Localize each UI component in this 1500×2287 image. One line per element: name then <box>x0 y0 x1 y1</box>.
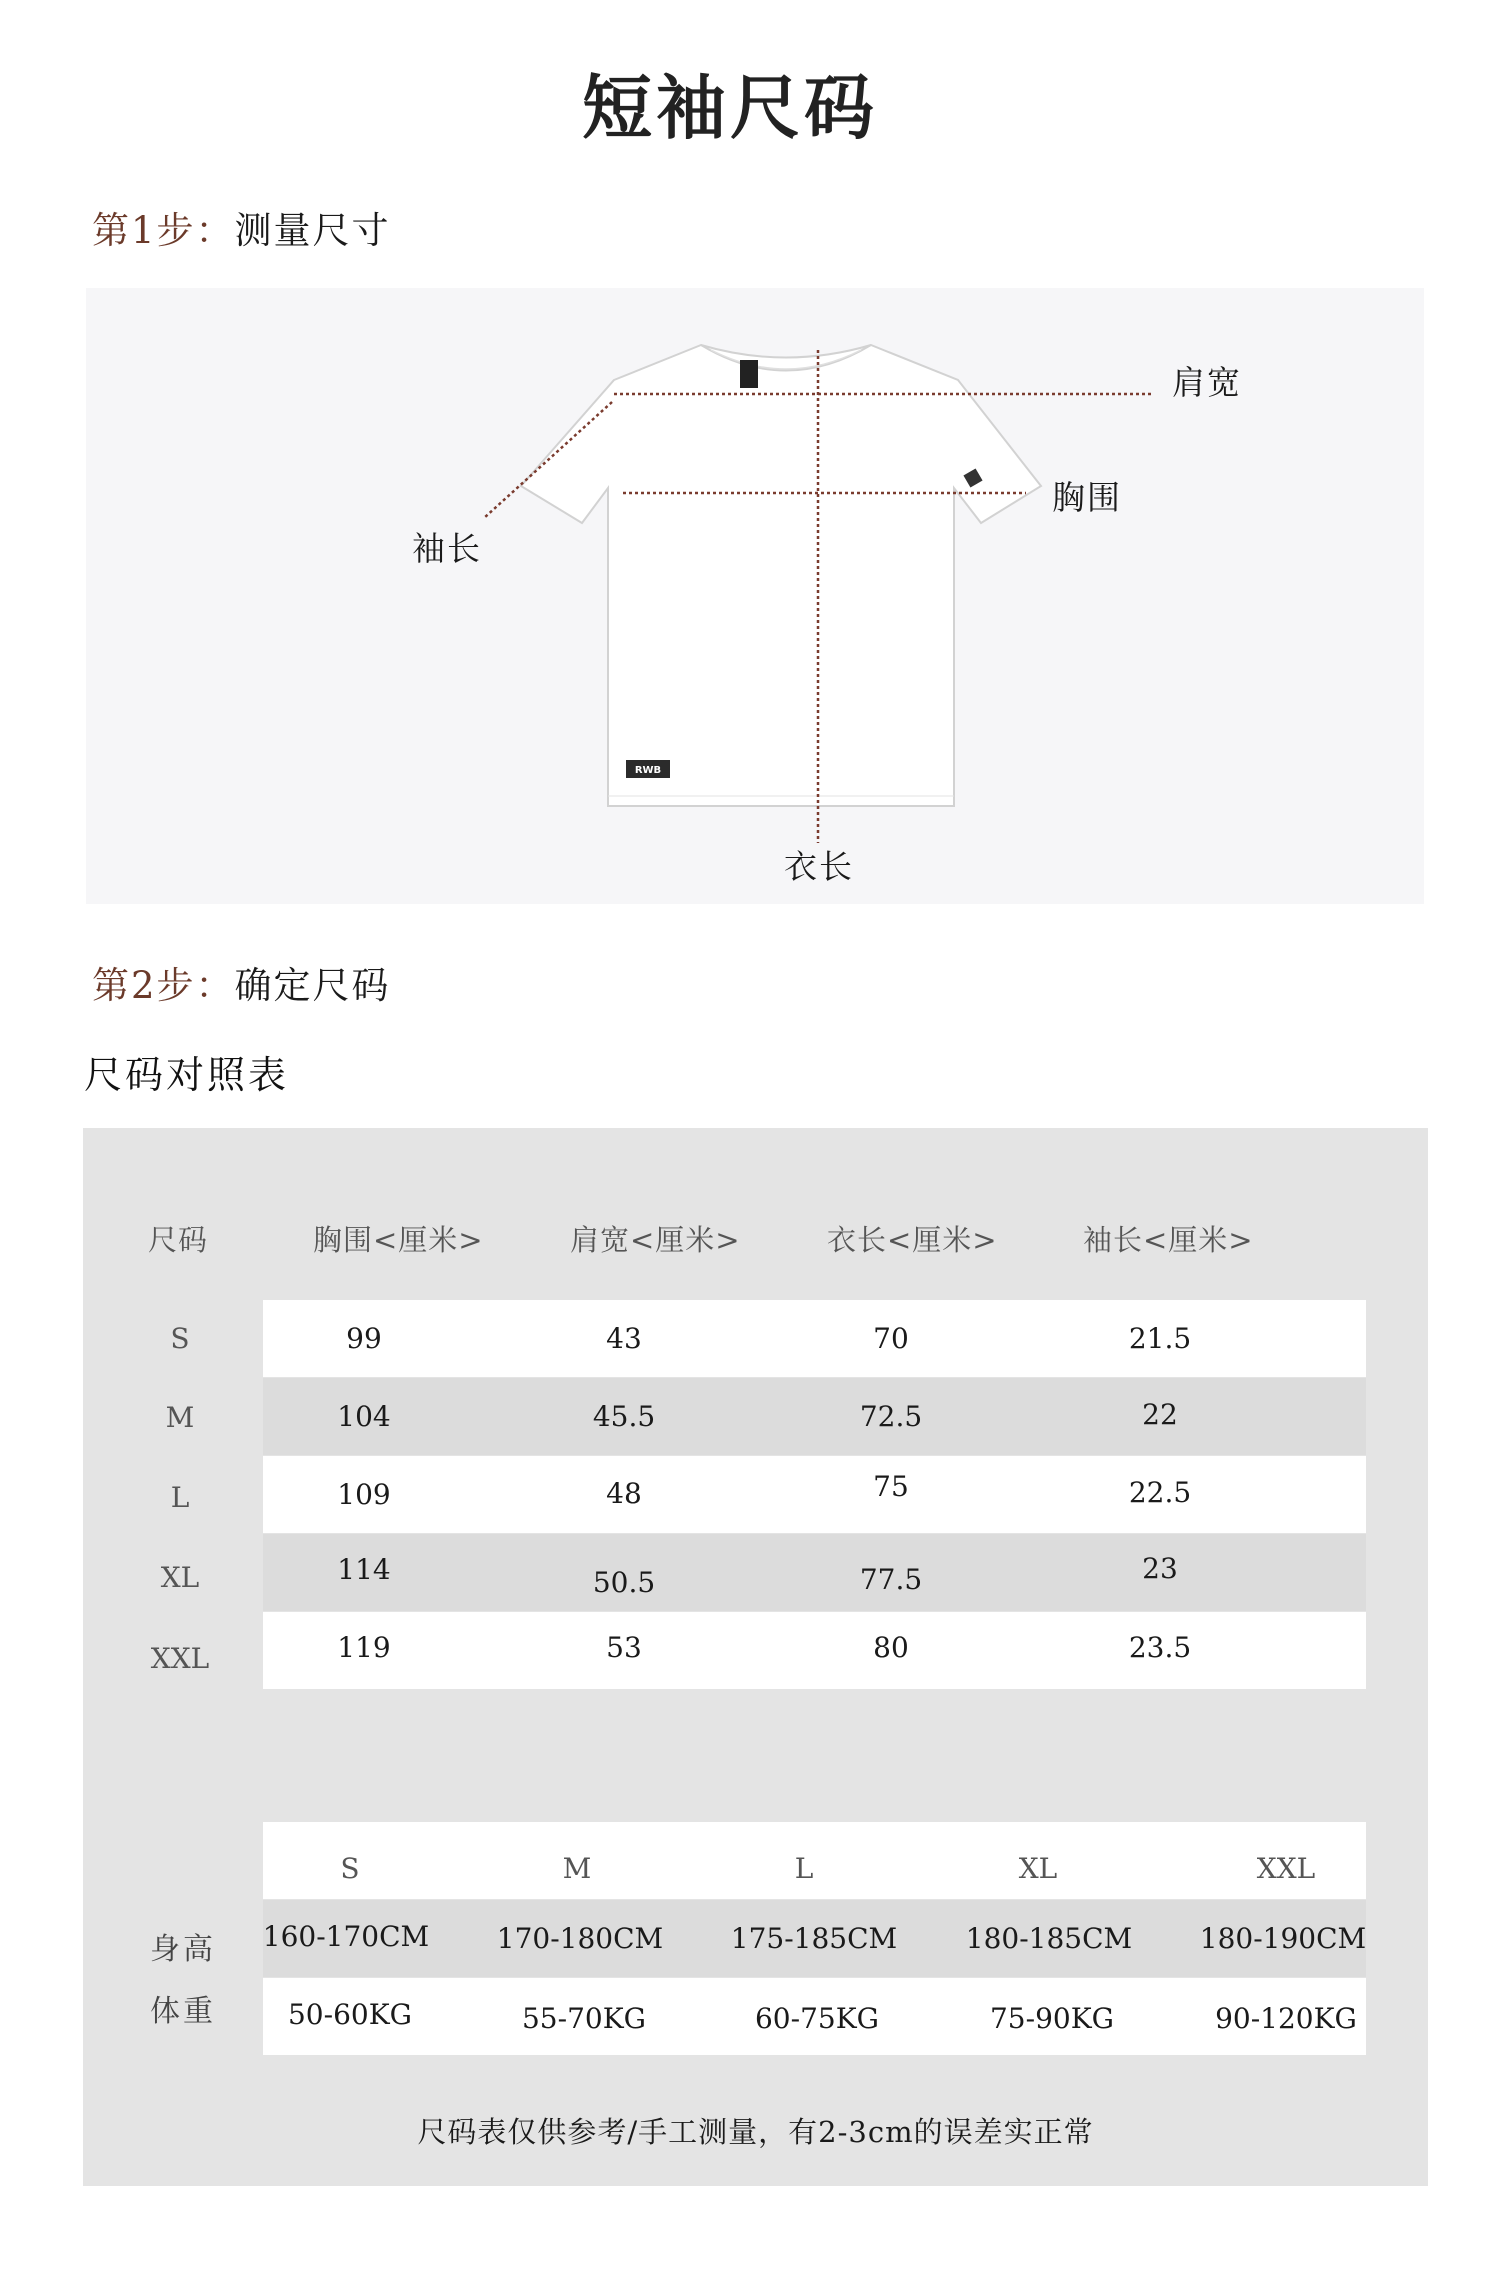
hw-size-header: S <box>340 1852 360 1885</box>
hw-size-header: L <box>794 1852 814 1885</box>
height-cell: 180-190CM <box>1199 1922 1367 1955</box>
height-label: 身高 <box>150 1932 216 1967</box>
size-label: L <box>170 1481 190 1514</box>
sleeve-cell: 23 <box>1142 1552 1178 1585</box>
shoulder-cell: 50.5 <box>592 1566 656 1599</box>
hw-size-header: XXL <box>1256 1852 1316 1885</box>
neck-tag <box>740 360 758 388</box>
hw-size-header: XL <box>1018 1852 1058 1885</box>
weight-cell: 50-60KG <box>287 1998 412 2031</box>
sleeve-label: 袖长 <box>412 529 482 568</box>
hw-size-header: M <box>562 1852 592 1885</box>
sleeve-cell: 23.5 <box>1128 1631 1192 1664</box>
shoulder-cell: 43 <box>606 1322 642 1355</box>
step1-prefix: 第1步： <box>92 209 235 252</box>
chest-cell: 119 <box>337 1631 391 1664</box>
height-cell: 160-170CM <box>262 1920 430 1953</box>
shoulder-cell: 48 <box>606 1477 642 1510</box>
size-label: XL <box>160 1561 200 1594</box>
size-label: M <box>165 1401 195 1434</box>
weight-cell: 90-120KG <box>1215 2002 1357 2035</box>
header-shoulder: 肩宽<厘米> <box>570 1223 741 1257</box>
length-cell: 72.5 <box>859 1400 923 1433</box>
height-cell: 175-185CM <box>730 1922 898 1955</box>
weight-label: 体重 <box>150 1994 216 2029</box>
shoulder-cell: 45.5 <box>592 1400 656 1433</box>
chest-cell: 109 <box>337 1478 391 1511</box>
shoulder-cell: 53 <box>606 1631 642 1664</box>
chest-label: 胸围 <box>1052 478 1122 517</box>
weight-cell: 55-70KG <box>521 2002 646 2035</box>
sleeve-cell: 22.5 <box>1128 1476 1192 1509</box>
header-sleeve: 袖长<厘米> <box>1083 1223 1254 1257</box>
height-cell: 170-180CM <box>496 1922 664 1955</box>
length-cell: 77.5 <box>859 1563 923 1596</box>
length-cell: 80 <box>873 1631 909 1664</box>
weight-cell: 60-75KG <box>754 2002 879 2035</box>
height-cell: 180-185CM <box>965 1922 1133 1955</box>
size-chart-title: 尺码对照表 <box>84 1053 290 1097</box>
chest-cell: 104 <box>337 1400 391 1433</box>
disclaimer-note: 尺码表仅供参考/手工测量，有2-3cm的误差实正常 <box>417 2115 1094 2149</box>
tshirt-outline <box>521 345 1041 806</box>
step2-heading <box>92 955 391 1009</box>
header-chest: 胸围<厘米> <box>313 1223 484 1257</box>
length-cell: 75 <box>873 1470 909 1503</box>
header-size: 尺码 <box>148 1223 209 1257</box>
header-length: 衣长<厘米> <box>827 1223 998 1257</box>
hem-brand-text: RWB <box>634 765 662 776</box>
step2-label: 确定尺码 <box>234 964 391 1007</box>
shoulder-label: 肩宽 <box>1172 363 1242 402</box>
weight-cell: 75-90KG <box>989 2002 1114 2035</box>
step2-prefix: 第2步： <box>92 964 235 1007</box>
step1-label: 测量尺寸 <box>234 209 391 252</box>
step1-heading <box>92 200 391 254</box>
chest-cell: 114 <box>337 1553 391 1586</box>
size-label: S <box>170 1322 190 1355</box>
sleeve-cell: 21.5 <box>1128 1322 1192 1355</box>
page-title: 短袖尺码 <box>582 67 878 149</box>
length-label: 衣长 <box>784 847 854 886</box>
sleeve-cell: 22 <box>1142 1398 1178 1431</box>
length-cell: 70 <box>873 1322 909 1355</box>
chest-cell: 99 <box>346 1322 382 1355</box>
size-label: XXL <box>150 1642 210 1675</box>
